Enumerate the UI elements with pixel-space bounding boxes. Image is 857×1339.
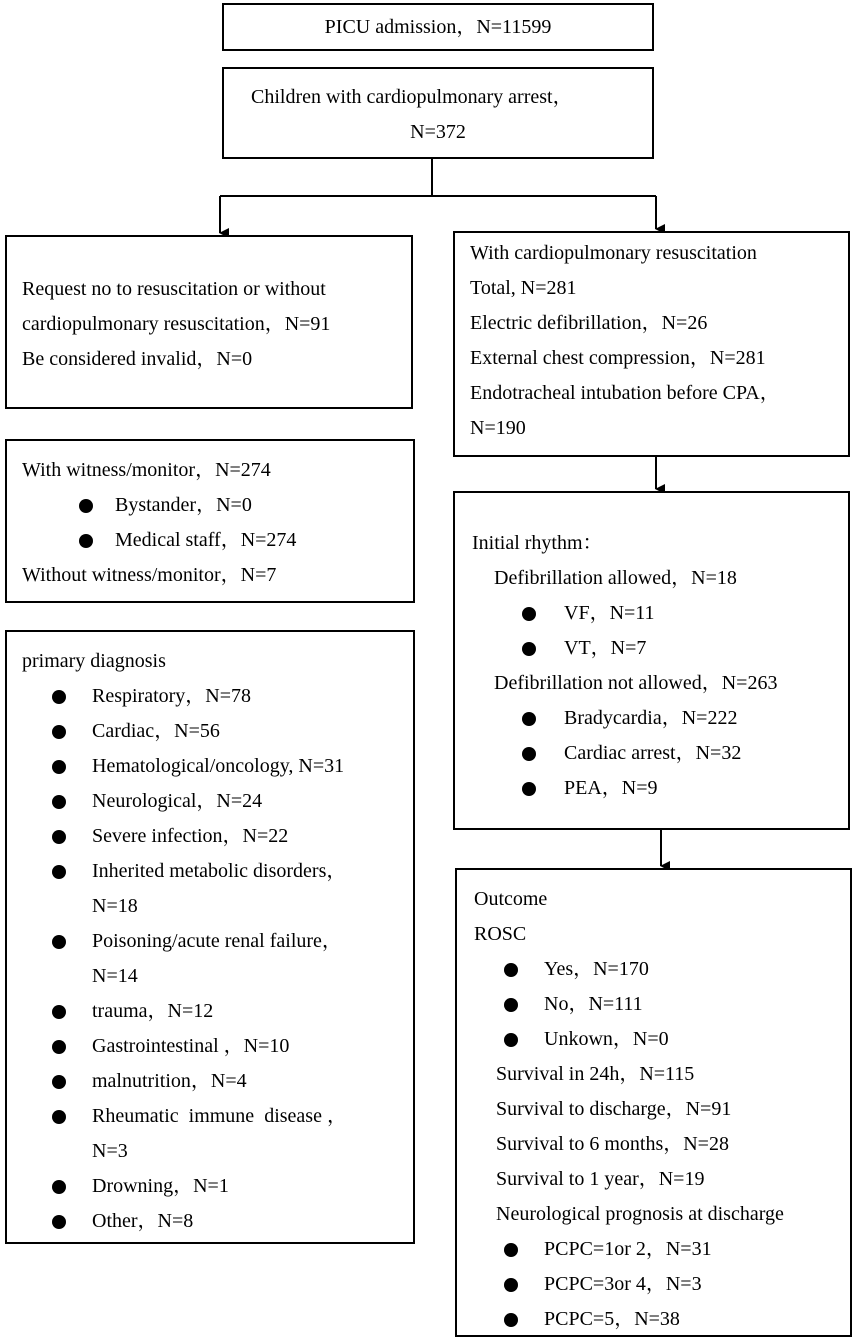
diagnosis-item bbox=[22, 924, 413, 959]
diagnosis-item-label: Hematological/oncology, N=31 bbox=[92, 755, 345, 777]
outcome-item-label: Yes，N=170 bbox=[544, 958, 649, 980]
outcome-title: Outcome bbox=[474, 888, 548, 910]
bullet-icon bbox=[52, 795, 66, 809]
outcome-survival: Survival in 24h，N=115 bbox=[496, 1063, 695, 1085]
diagnosis-item-label: Inherited metabolic disorders， bbox=[92, 860, 347, 882]
diagnosis-item-label: malnutrition，N=4 bbox=[92, 1070, 247, 1092]
diagnosis-item-label: Severe infection，N=22 bbox=[92, 825, 289, 847]
bullet-icon bbox=[52, 1110, 66, 1124]
bullet-icon bbox=[52, 830, 66, 844]
cpr-line: Electric defibrillation，N=26 bbox=[470, 312, 708, 334]
outcome-item-label: PCPC=3or 4，N=3 bbox=[544, 1273, 702, 1295]
outcome-rosc-item bbox=[474, 1022, 850, 1057]
bullet-icon bbox=[52, 1040, 66, 1054]
diagnosis-item bbox=[22, 679, 413, 714]
bullet-icon bbox=[52, 865, 66, 879]
bullet-icon bbox=[504, 1243, 518, 1257]
outcome-neuro-item bbox=[474, 1302, 850, 1337]
bullet-icon bbox=[52, 1215, 66, 1229]
diagnosis-item-label: Gastrointestinal ，N=10 bbox=[92, 1035, 290, 1057]
diagnosis-box bbox=[5, 630, 415, 1244]
rhythm-item-label: Cardiac arrest，N=32 bbox=[564, 742, 742, 764]
outcome-neuro-item bbox=[474, 1232, 850, 1267]
admission-box bbox=[222, 3, 654, 51]
diagnosis-item bbox=[22, 784, 413, 819]
bullet-icon bbox=[504, 998, 518, 1012]
outcome-rosc: ROSC bbox=[474, 923, 527, 945]
diagnosis-item bbox=[22, 714, 413, 749]
diagnosis-item-label: Poisoning/acute renal failure， bbox=[92, 930, 342, 952]
diagnosis-item-continuation bbox=[22, 889, 413, 924]
rhythm-item bbox=[472, 771, 848, 806]
bullet-icon bbox=[79, 499, 93, 513]
cpr-line: Endotracheal intubation before CPA， bbox=[470, 382, 780, 404]
witness-without: Without witness/monitor，N=7 bbox=[22, 564, 277, 586]
bullet-icon bbox=[52, 725, 66, 739]
diagnosis-item-label: Drowning，N=1 bbox=[92, 1175, 229, 1197]
bullet-icon bbox=[504, 963, 518, 977]
rhythm-allowed: Defibrillation allowed，N=18 bbox=[494, 567, 737, 589]
diagnosis-item-label: N=18 bbox=[92, 895, 138, 917]
witness-item bbox=[22, 523, 413, 558]
diagnosis-item bbox=[22, 819, 413, 854]
rhythm-item-label: Bradycardia，N=222 bbox=[564, 707, 738, 729]
outcome-survival: Survival to 6 months，N=28 bbox=[496, 1133, 729, 1155]
diagnosis-item-label: N=14 bbox=[92, 965, 138, 987]
witness-item-label: Medical staff，N=274 bbox=[115, 529, 297, 551]
bullet-icon bbox=[52, 935, 66, 949]
rhythm-title: Initial rhythm： bbox=[472, 532, 603, 554]
rhythm-item bbox=[472, 631, 848, 666]
bullet-icon bbox=[52, 690, 66, 704]
bullet-icon bbox=[52, 1005, 66, 1019]
admission-text: PICU admission，N=11599 bbox=[324, 16, 552, 38]
diagnosis-item-continuation bbox=[22, 959, 413, 994]
outcome-item-label: PCPC=1or 2，N=31 bbox=[544, 1238, 712, 1260]
cpr-line: With cardiopulmonary resuscitation bbox=[470, 242, 757, 264]
bullet-icon bbox=[522, 747, 536, 761]
diagnosis-title: primary diagnosis bbox=[22, 650, 166, 672]
no-cpr-box bbox=[5, 235, 413, 409]
outcome-survival: Survival to discharge，N=91 bbox=[496, 1098, 732, 1120]
cpr-line: External chest compression，N=281 bbox=[470, 347, 766, 369]
diagnosis-item bbox=[22, 1064, 413, 1099]
bullet-icon bbox=[504, 1033, 518, 1047]
witness-item-label: Bystander，N=0 bbox=[115, 494, 252, 516]
outcome-rosc-item bbox=[474, 987, 850, 1022]
bullet-icon bbox=[522, 607, 536, 621]
cpr-line: Total, N=281 bbox=[470, 277, 577, 299]
outcome-survival: Survival to 1 year，N=19 bbox=[496, 1168, 705, 1190]
rhythm-item bbox=[472, 701, 848, 736]
diagnosis-item bbox=[22, 1204, 413, 1239]
outcome-neuro-item bbox=[474, 1267, 850, 1302]
no-cpr-line: cardiopulmonary resuscitation，N=91 bbox=[22, 313, 331, 335]
diagnosis-item-label: Other，N=8 bbox=[92, 1210, 194, 1232]
rhythm-item bbox=[472, 596, 848, 631]
outcome-item-label: No，N=111 bbox=[544, 993, 643, 1015]
bullet-icon bbox=[522, 782, 536, 796]
bullet-icon bbox=[504, 1278, 518, 1292]
cpa-line-1: Children with cardiopulmonary arrest， bbox=[251, 86, 573, 108]
diagnosis-item-label: Neurological，N=24 bbox=[92, 790, 263, 812]
diagnosis-item bbox=[22, 1169, 413, 1204]
outcome-rosc-item bbox=[474, 952, 850, 987]
diagnosis-item bbox=[22, 749, 413, 784]
outcome-item-label: Unkown，N=0 bbox=[544, 1028, 669, 1050]
bullet-icon bbox=[52, 760, 66, 774]
cpa-box bbox=[222, 67, 654, 159]
rhythm-item-label: PEA，N=9 bbox=[564, 777, 658, 799]
diagnosis-item bbox=[22, 1099, 413, 1134]
bullet-icon bbox=[522, 712, 536, 726]
witness-item bbox=[22, 488, 413, 523]
rhythm-box bbox=[453, 491, 850, 830]
rhythm-item-label: VT，N=7 bbox=[564, 637, 647, 659]
diagnosis-item bbox=[22, 1029, 413, 1064]
cpr-box bbox=[453, 231, 850, 457]
cpr-line: N=190 bbox=[470, 417, 526, 439]
bullet-icon bbox=[79, 534, 93, 548]
diagnosis-item-label: Rheumatic immune disease ， bbox=[92, 1105, 347, 1127]
outcome-box bbox=[455, 868, 852, 1337]
rhythm-item-label: VF，N=11 bbox=[564, 602, 655, 624]
bullet-icon bbox=[52, 1180, 66, 1194]
no-cpr-line: Request no to resuscitation or without bbox=[22, 278, 326, 300]
diagnosis-item-label: Respiratory，N=78 bbox=[92, 685, 252, 707]
rhythm-item bbox=[472, 736, 848, 771]
cpa-line-2: N=372 bbox=[410, 121, 466, 143]
bullet-icon bbox=[52, 1075, 66, 1089]
outcome-neuro-title: Neurological prognosis at discharge bbox=[496, 1203, 784, 1225]
diagnosis-item-label: Cardiac，N=56 bbox=[92, 720, 220, 742]
diagnosis-item bbox=[22, 854, 413, 889]
no-cpr-line: Be considered invalid，N=0 bbox=[22, 348, 253, 370]
diagnosis-item-continuation bbox=[22, 1134, 413, 1169]
bullet-icon bbox=[522, 642, 536, 656]
diagnosis-item bbox=[22, 994, 413, 1029]
diagnosis-item-label: trauma，N=12 bbox=[92, 1000, 214, 1022]
witness-with: With witness/monitor，N=274 bbox=[22, 459, 271, 481]
rhythm-not-allowed: Defibrillation not allowed，N=263 bbox=[494, 672, 778, 694]
witness-box bbox=[5, 439, 415, 603]
diagnosis-item-label: N=3 bbox=[92, 1140, 128, 1162]
outcome-item-label: PCPC=5，N=38 bbox=[544, 1308, 680, 1330]
bullet-icon bbox=[504, 1313, 518, 1327]
